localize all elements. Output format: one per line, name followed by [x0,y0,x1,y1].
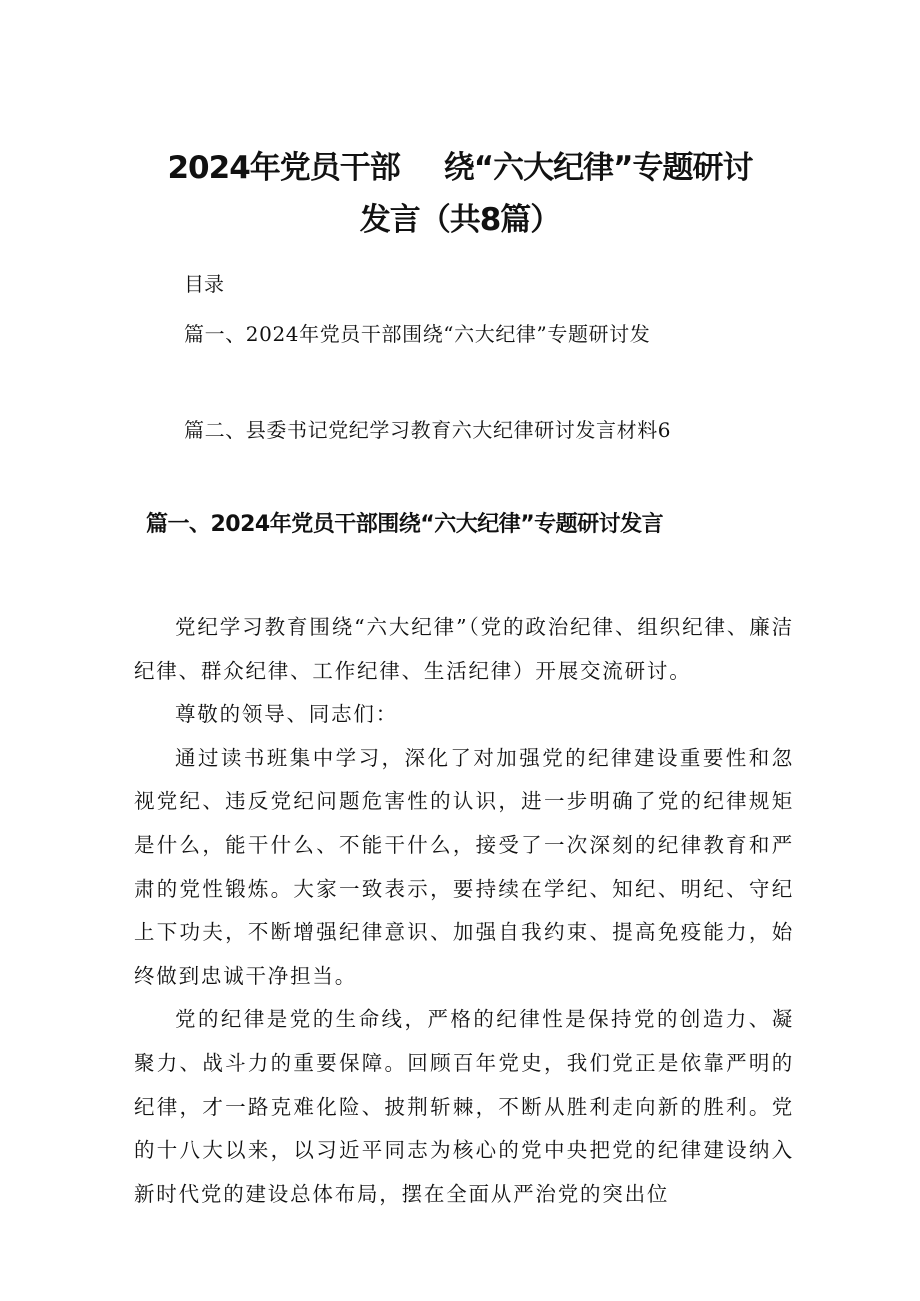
paragraph: 尊敬的领导、同志们： [175,702,398,727]
paragraph: 党的纪律是党的生命线，严格的纪律性是保持党的创造力、凝聚力、战斗力的重要保障。回顾百年党史，我们党正是依靠严明的纪律，才一路克难化险、披荆斩棘，不断从胜利走向新的胜利。党的十八大以来，以习近平同志为核心的党中央把党的纪律建设纳入新时代党的建设总体布局，摆在全面从严治党的突出位 [134,1007,794,1206]
section-heading: 篇一、2024年党员干部围绕“六大纪律”专题研讨发言 [146,512,664,537]
paragraph: 党纪学习教育围绕“六大纪律”（党的政治纪律、组织纪律、廉洁纪律、群众纪律、工作纪律、生活纪律）开展交流研讨。 [134,615,794,683]
title-line-2: 发言（共8篇） [359,202,561,238]
toc-item[interactable]: 篇二、县委书记党纪学习教育六大纪律研讨发言材料6 [184,418,672,442]
document-title [0,142,920,246]
title-line-1-part-1: 2024年党员干部 [167,150,400,186]
paragraph: 通过读书班集中学习，深化了对加强党的纪律建设重要性和忽视党纪、违反党纪问题危害性的认识，进一步明确了党的纪律规矩是什么，能干什么、不能干什么，接受了一次深刻的纪律教育和严肃的党性锻炼。大家一致表示，要持续在学纪、知纪、明纪、守纪上下功夫，不断增强纪律意识、加强自我约束、提高免疫能力，始终做到忠诚干净担当。 [134,745,794,988]
toc-item[interactable]: 篇一、2024年党员干部围绕“六大纪律”专题研讨发 [184,322,651,346]
body-text [134,606,794,1216]
toc-heading: 目录 [184,272,224,296]
title-line-1 [0,142,920,194]
title-line-1-part-2: 绕“六大纪律”专题研讨 [443,150,753,186]
